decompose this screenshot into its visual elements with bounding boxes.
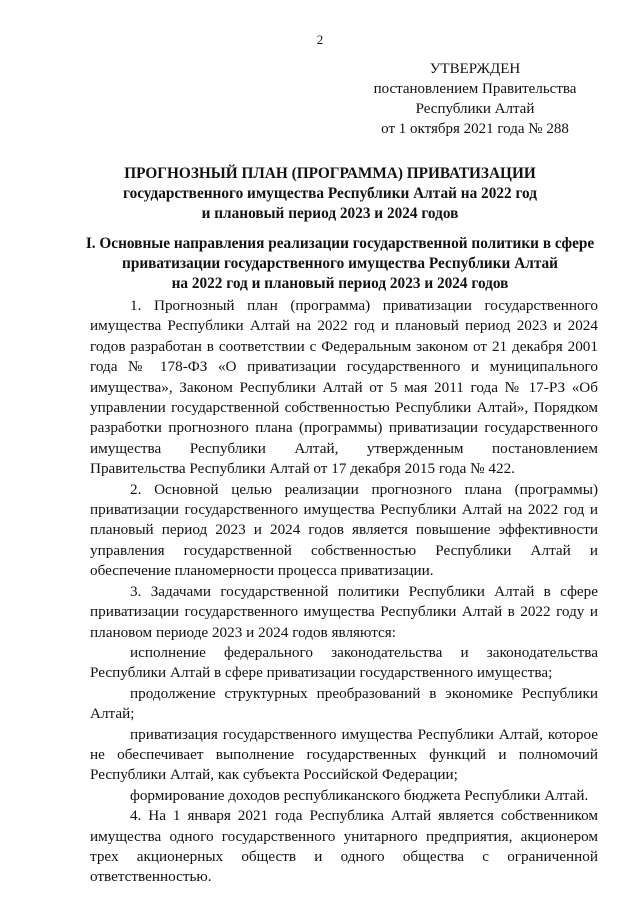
page-number: 2 [316,32,324,47]
approval-date: от 1 октября 2021 года № 288 [381,121,569,137]
approval-heading: УТВЕРЖДЕН [429,61,521,77]
paragraph-1: 1. Прогнозный план (программа) приватизации государственного имущества Республики Алтай на 2022 год и плановый период 2023 и 2024 годов разработан в соответствии с Федеральным законом от 21 декабря 2001 года № 178-ФЗ «О приватизации государственного и муниципального имущества», Законом Республики Алтай от 5 мая 2011 года № 17-РЗ «Об управлении государственной собственностью Республики Алтай», Порядком разработки прогнозного плана (программы) приватизации государственного имущества Республики Алтай, утвержденным постановлением Правительства Республики Алтай от 17 декабря 2015 года № 422. [90,297,598,478]
task-item: исполнение федерального законодательства и законодательства Республики Алтай в сфере приватизации государственного имущества; [90,643,598,682]
approval-stamp [370,59,580,139]
section-heading-line: приватизации государственного имущества Республики Алтай [122,255,558,272]
section-heading-line: на 2022 год и плановый период 2023 и 2024 годов [171,275,509,292]
section-heading-line: I. Основные направления реализации государственной политики в сфере [85,235,595,252]
title-line: государственного имущества Республики Алтай на 2022 год [123,185,537,202]
paragraph-4: 4. На 1 января 2021 года Республика Алтай является собственником имущества одного государственного унитарного предприятия, акционером трех акционерных обществ и одного общества с ограниченной ответственностью. [90,807,598,886]
approval-line: постановлением Правительства [373,81,577,97]
document-title [60,164,600,224]
task-item: формирование доходов республиканского бюджета Республики Алтай. [130,786,589,804]
task-item: приватизация государственного имущества Республики Алтай, которое не обеспечивает выполнение государственных функций и полномочий Республики Алтай, как субъекта Российской Федерации; [90,725,598,784]
title-line: и плановый период 2023 и 2024 годов [201,205,459,222]
section-heading [80,234,600,294]
body-text [90,296,598,888]
task-item: продолжение структурных преобразований в экономике Республики Алтай; [90,684,598,723]
paragraph-2: 2. Основной целью реализации прогнозного плана (программы) приватизации государственного имущества Республики Алтай на 2022 год и плановый период 2023 и 2024 годов является повышение эффективности управления государственной собственностью Республики Алтай и обеспечение планомерности процесса приватизации. [90,480,598,580]
paragraph-3: 3. Задачами государственной политики Республики Алтай в сфере приватизации государственного имущества Республики Алтай в 2022 году и плановом периоде 2023 и 2024 годов являются: [90,582,598,641]
title-line: ПРОГНОЗНЫЙ ПЛАН (ПРОГРАММА) ПРИВАТИЗАЦИИ [124,165,536,182]
approval-line: Республики Алтай [415,101,535,117]
